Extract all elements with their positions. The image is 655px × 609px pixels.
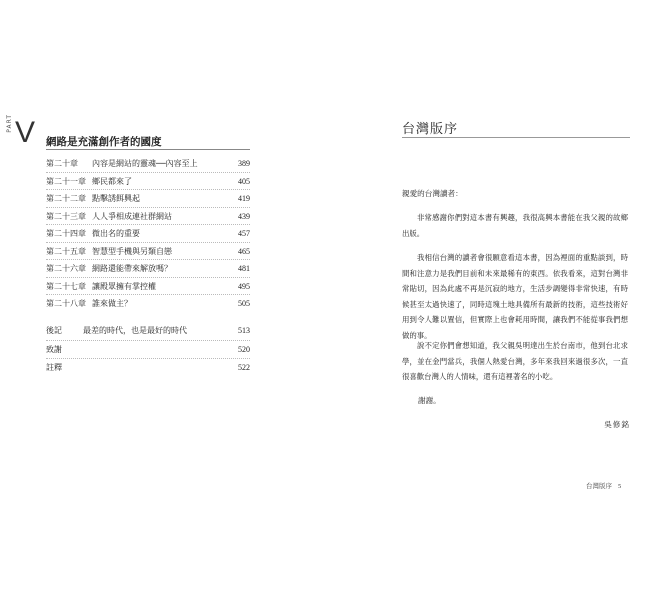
paragraph: 說不定你們會想知道，我父親吳明達出生於台南市，他到台北求學，並在金門當兵，我個人熱愛台灣，多年來我回來過很多次，一直很喜歡台灣人的人情味，還有這裡著名的小吃。 [402,341,628,382]
back-matter-row [46,341,250,360]
toc-chapter: 第二十八章 [46,299,86,308]
toc-chapter: 第二十四章 [46,229,86,238]
toc-page: 457 [238,229,250,238]
toc-chapter: 第二十七章 [46,281,86,291]
back-matter-page: 520 [238,344,250,354]
toc-page: 505 [238,299,250,308]
toc-row [46,260,250,278]
toc-row [46,243,250,261]
toc-chapter: 第二十六章 [46,264,86,273]
back-matter-title: 最差的時代，也是最好的時代 [83,326,187,335]
toc-chapter: 第二十三章 [46,211,86,221]
part-numeral: V [15,116,36,149]
toc-title: 網路還能帶來解放嗎？ [92,264,172,273]
toc-title: 誰來做主？ [92,299,132,308]
preface-title: 台灣版序 [402,122,459,137]
toc-page: 439 [238,211,250,221]
table-of-contents [46,155,250,313]
back-matter-page: 513 [238,326,250,335]
signature: 吳修銘 [604,420,630,429]
back-matter-label: 註釋 [46,363,62,372]
running-footer [586,481,621,490]
back-matter-label: 後記 [46,326,62,335]
toc-row [46,278,250,296]
toc-title: 鄉民都來了 [92,176,132,186]
back-matter-list [46,322,250,378]
toc-row [46,173,250,191]
toc-page: 465 [238,246,250,256]
paragraph: 我相信台灣的讀者會很願意看這本書，因為裡面的重點談到，時間和注意力是我們目前和未來最稀有的東西。依我看來，這對台灣非常貼切，因為此處不再是沉寂的地方，生活步調變得非常快速，有時候甚至太過快速了，同時這塊土地具備所有最新的技術，這些技術好用到令人難以置信，但實際上也會耗用時間，讓我們不能從事我們想做的事。 [402,253,628,340]
preface-divider [402,137,630,138]
toc-row [46,155,250,173]
toc-title: 內容是網站的靈魂──內容至上 [92,159,198,168]
toc-page: 405 [238,176,250,186]
toc-title: 微出名的重要 [92,229,140,238]
part-label: PART [6,114,13,133]
back-matter-row [46,359,250,378]
back-matter-page: 522 [238,363,250,372]
part-divider [46,149,250,150]
toc-row [46,190,250,208]
toc-chapter: 第二十一章 [46,176,86,186]
toc-chapter: 第二十二章 [46,194,86,203]
greeting: 親愛的台灣讀者： [402,189,463,198]
paragraph: 非常感謝你們對這本書有興趣，我很高興本書能在我父親的故鄉出版。 [402,213,628,238]
toc-chapter: 第二十章 [46,159,78,168]
closing: 謝謝。 [418,396,441,405]
toc-page: 481 [238,264,250,273]
back-matter-label: 致謝 [46,344,62,354]
footer-page-number: 5 [618,483,622,490]
back-matter-row [46,322,250,341]
toc-row [46,225,250,243]
part-title: 網路是充滿創作者的國度 [46,136,162,148]
toc-row [46,208,250,226]
toc-title: 讓殿眾擁有掌控權 [92,281,156,291]
toc-title: 智慧型手機與另類自戀 [92,246,172,256]
toc-page: 419 [238,194,250,203]
toc-row [46,295,250,313]
toc-page: 389 [238,159,250,168]
toc-title: 人人爭相成連社群網站 [92,211,172,221]
toc-title: 點擊誘餌興起 [92,194,140,203]
footer-title: 台灣版序 [586,482,612,490]
toc-chapter: 第二十五章 [46,246,86,256]
toc-page: 495 [238,281,250,291]
